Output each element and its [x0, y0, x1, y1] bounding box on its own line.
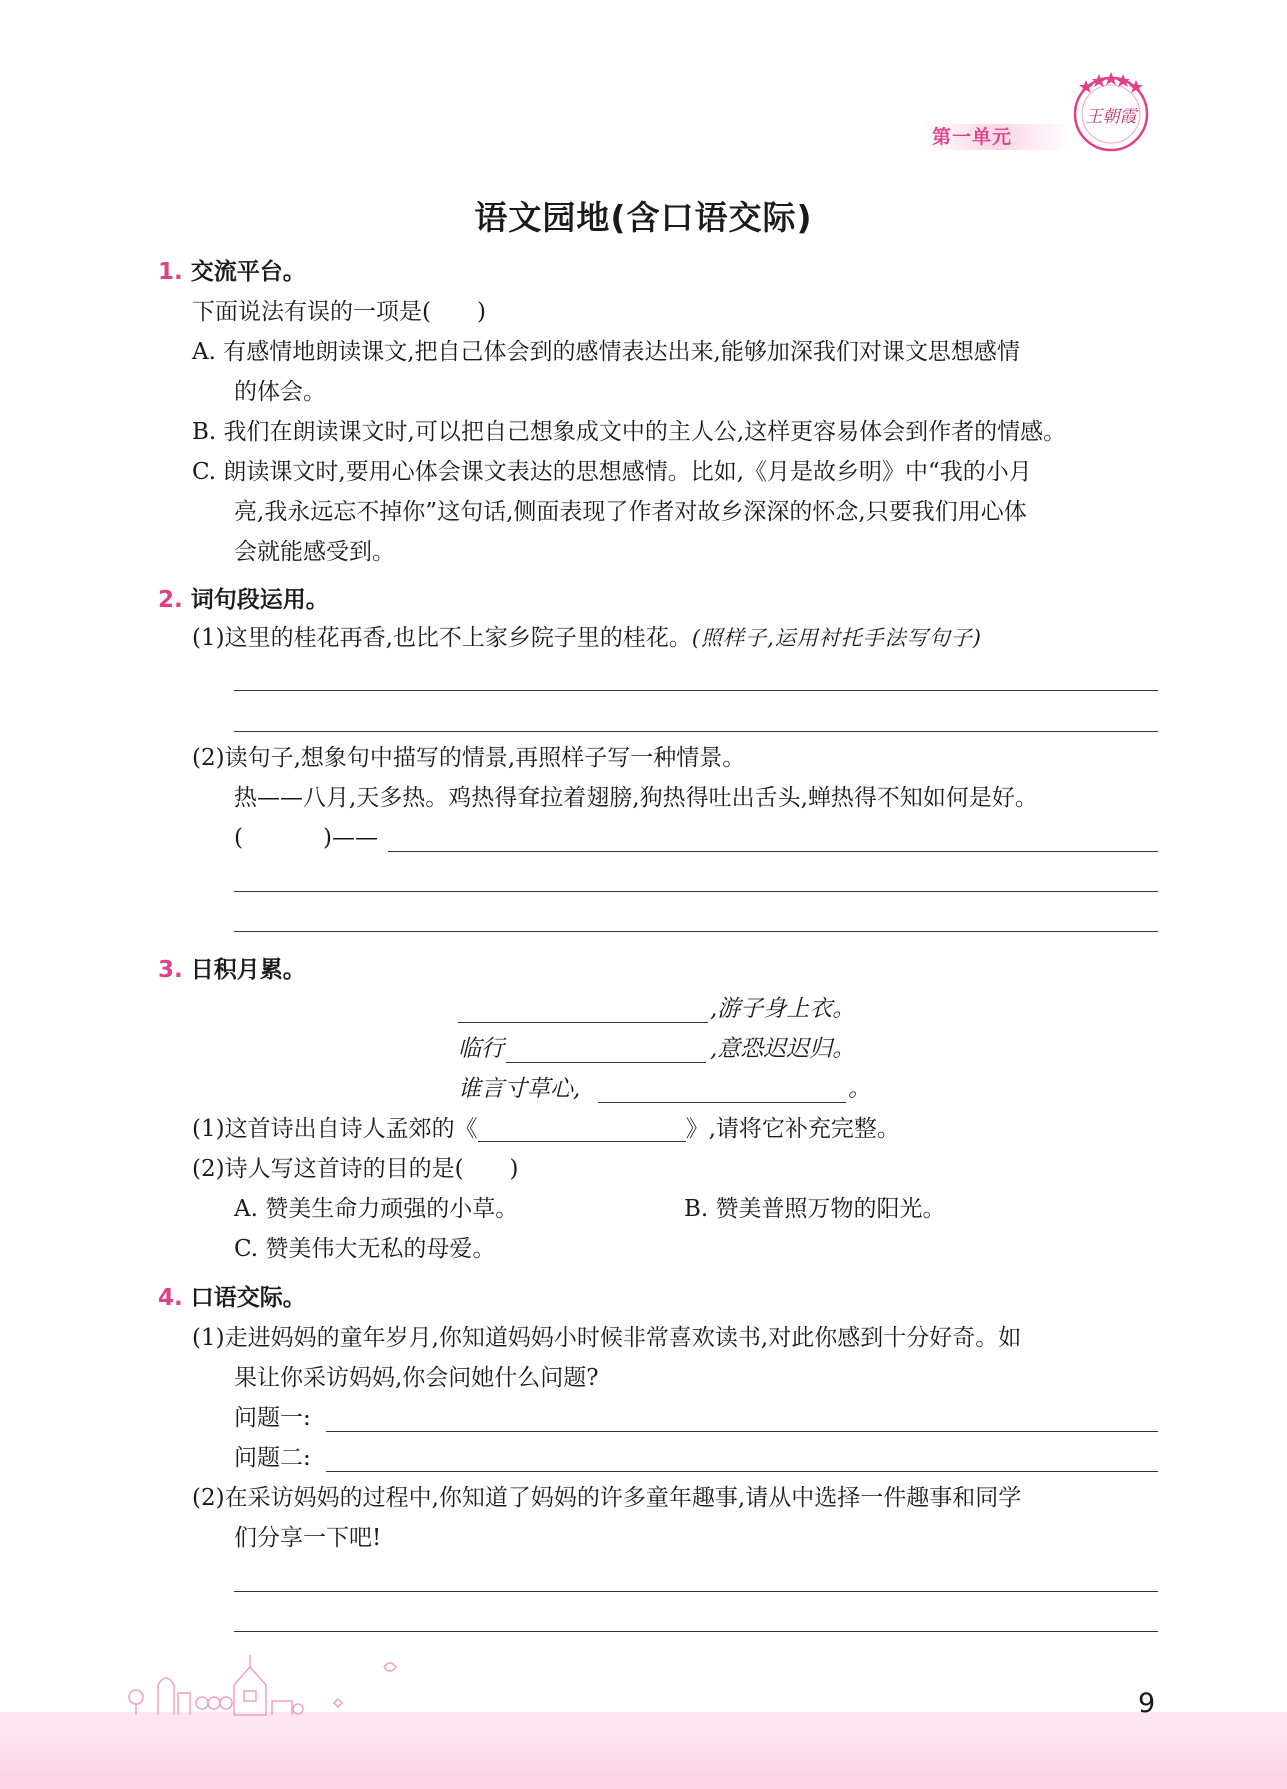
badge-text: 王朝霞	[1085, 107, 1137, 127]
question-two-label: 问题二:	[234, 1445, 311, 1471]
q2-s1-hint: (照样子,运用衬托手法写句子)	[691, 626, 982, 650]
question-number: 4.	[158, 1285, 183, 1311]
question-3-heading	[158, 950, 306, 990]
answer-line[interactable]	[234, 1631, 1158, 1632]
question-title: 日积月累。	[190, 957, 306, 983]
poem-blank-1[interactable]	[458, 1022, 708, 1023]
q2-example: 热——八月,天多热。鸡热得耷拉着翅膀,狗热得吐出舌头,蝉热得不知如何是好。	[234, 785, 1038, 811]
q1-option-b: B. 我们在朗读课文时,可以把自己想象成文中的主人公,这样更容易体会到作者的情感。	[192, 419, 1067, 445]
question-one-label: 问题一:	[234, 1405, 311, 1431]
q3-option-c: C. 赞美伟大无私的母爱。	[234, 1236, 496, 1262]
q1-option-a: A. 有感情地朗读课文,把自己体会到的感情表达出来,能够加深我们对课文思想感情	[192, 339, 1020, 365]
poem-line-2-start: 临行	[458, 1036, 504, 1062]
q4-sentence-2-cont: 们分享一下吧!	[234, 1525, 382, 1551]
q4-sentence-1: (1)走进妈妈的童年岁月,你知道妈妈小时候非常喜欢读书,对此你感到十分好奇。如	[192, 1325, 1022, 1351]
question-title: 口语交际。	[190, 1285, 306, 1311]
q3-s1-start: (1)这首诗出自诗人孟郊的《	[192, 1116, 478, 1142]
q1-option-c: C. 朗读课文时,要用心体会课文表达的思想感情。比如,《月是故乡明》中“我的小月	[192, 459, 1032, 485]
answer-line[interactable]	[388, 851, 1158, 852]
paren-close: )——	[322, 825, 378, 851]
q2-s1-text: (1)这里的桂花再香,也比不上家乡院子里的桂花。	[192, 625, 692, 651]
answer-line[interactable]	[234, 690, 1158, 691]
page-title: 语文园地(含口语交际)	[474, 198, 813, 237]
q3-sentence-1	[192, 1109, 900, 1149]
q1-prompt: 下面说法有误的一项是( )	[192, 299, 486, 325]
question-title: 词句段运用。	[190, 587, 329, 613]
q2-sentence-1	[192, 618, 982, 658]
question-4-heading	[158, 1278, 306, 1318]
poem-blank-3[interactable]	[598, 1102, 846, 1103]
answer-line[interactable]	[234, 1591, 1158, 1592]
answer-line[interactable]	[326, 1471, 1158, 1472]
paren-open: (	[234, 825, 243, 851]
question-1-heading	[158, 252, 306, 292]
poem-line-3-start: 谁言寸草心,	[458, 1076, 581, 1102]
q1-option-c-cont2: 会就能感受到。	[234, 539, 395, 565]
q4-sentence-1-cont: 果让你采访妈妈,你会问她什么问题?	[234, 1365, 599, 1391]
poem-title-blank[interactable]	[478, 1117, 686, 1142]
q4-sentence-2: (2)在采访妈妈的过程中,你知道了妈妈的许多童年趣事,请从中选择一件趣事和同学	[192, 1485, 1022, 1511]
q2-blank-paren	[234, 818, 378, 858]
poem-line-1: ,游子身上衣。	[710, 996, 856, 1022]
q1-option-a-cont: 的体会。	[234, 379, 326, 405]
question-number: 3.	[158, 957, 183, 983]
q3-option-a: A. 赞美生命力顽强的小草。	[234, 1196, 519, 1222]
q1-option-c-cont: 亮,我永远忘不掉你”这句话,侧面表现了作者对故乡深深的怀念,只要我们用心体	[234, 499, 1027, 525]
unit-label: 第一单元	[932, 126, 1013, 148]
page-number: 9	[1138, 1688, 1156, 1719]
question-title: 交流平台。	[190, 259, 306, 285]
poem-blank-2[interactable]	[506, 1062, 706, 1063]
answer-line[interactable]	[326, 1431, 1158, 1432]
q3-sentence-2: (2)诗人写这首诗的目的是( )	[192, 1156, 519, 1182]
q3-s1-end: 》,请将它补充完整。	[685, 1116, 900, 1142]
star-seal-icon	[1066, 66, 1156, 154]
question-number: 1.	[158, 259, 183, 285]
poem-line-2-end: ,意恐迟迟归。	[710, 1036, 856, 1062]
question-2-heading	[158, 580, 329, 620]
town-illustration-icon	[122, 1645, 422, 1717]
answer-line[interactable]	[234, 931, 1158, 932]
q2-sentence-2: (2)读句子,想象句中描写的情景,再照样子写一种情景。	[192, 745, 746, 771]
question-number: 2.	[158, 587, 183, 613]
answer-line[interactable]	[234, 731, 1158, 732]
answer-line[interactable]	[234, 891, 1158, 892]
q3-option-b: B. 赞美普照万物的阳光。	[684, 1196, 946, 1222]
footer-band	[0, 1712, 1287, 1789]
poem-line-3-end: 。	[848, 1076, 871, 1102]
